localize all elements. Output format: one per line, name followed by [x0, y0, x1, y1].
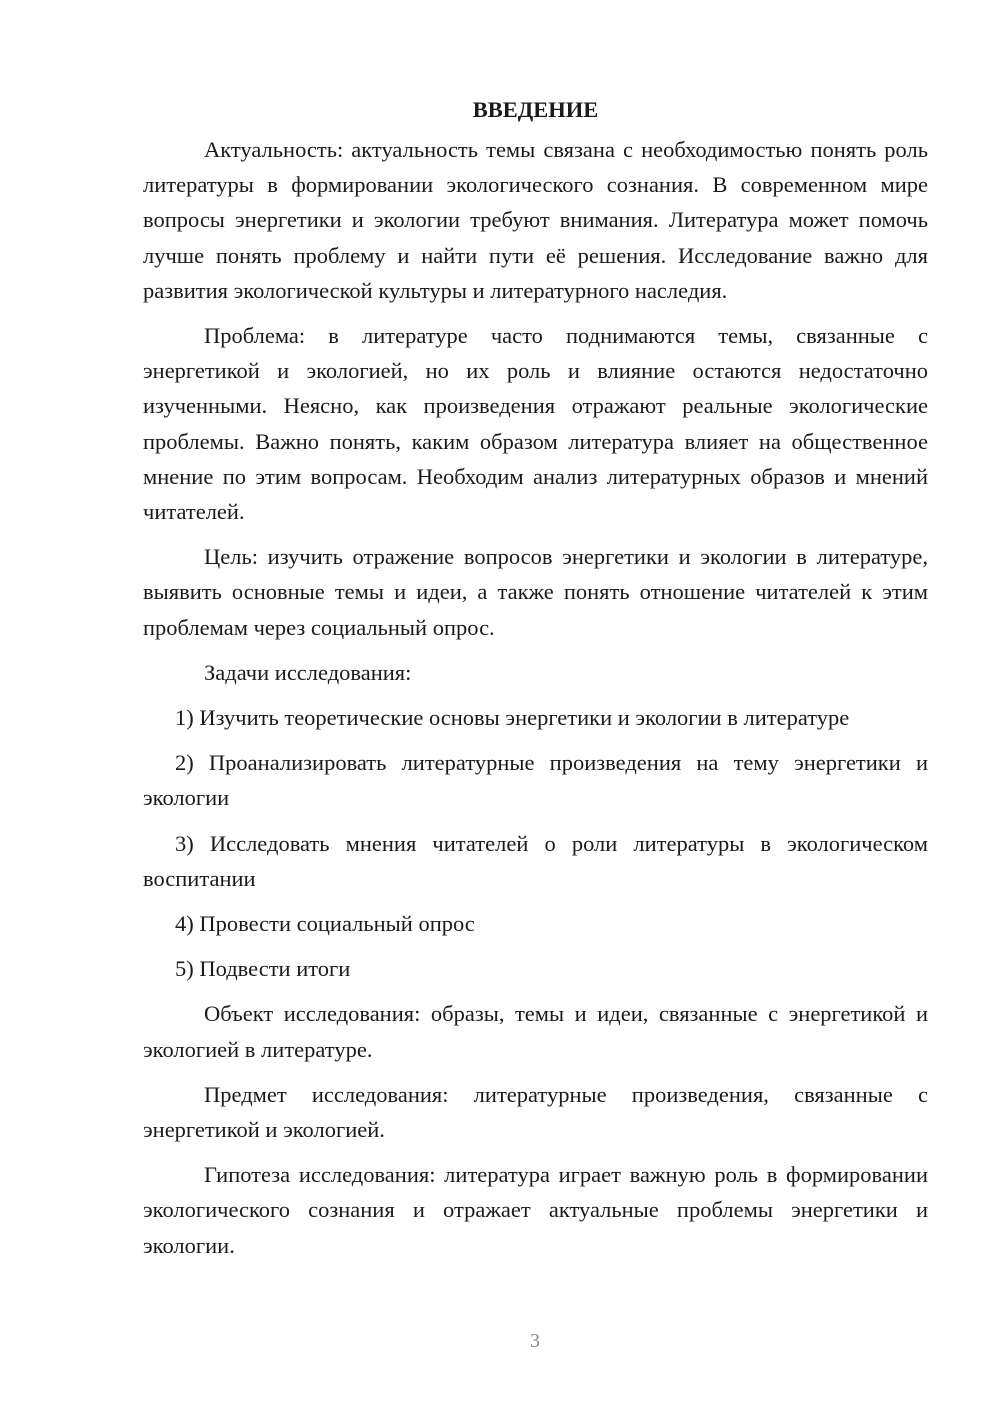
- task-item: 5) Подвести итоги: [175, 956, 351, 982]
- task-item: 4) Провести социальный опрос: [175, 911, 475, 937]
- paragraph-relevance: Актуальность: актуальность темы связана с необходимостью понять роль литературы в формировании экологического сознания. В современном мире вопросы энергетики и экологии требуют внимания. Литература может помочь лучше понять проблему и найти пути её решения. Исследование важно для развития экологической культуры и литературного наследия.: [143, 137, 928, 303]
- paragraph-goal: Цель: изучить отражение вопросов энергетики и экологии в литературе, выявить основные темы и идеи, а также понять отношение читателей к этим проблемам через социальный опрос.: [143, 544, 928, 640]
- document-page: [143, 92, 928, 1273]
- paragraph-problem: Проблема: в литературе часто поднимаются темы, связанные с энергетикой и экологией, но их роль и влияние остаются недостаточно изученными. Неясно, как произведения отражают реальные экологические проблемы. Важно понять, каким образом литература влияет на общественное мнение по этим вопросам. Необходим анализ литературных образов и мнений читателей.: [143, 323, 928, 525]
- tasks-heading: Задачи исследования:: [204, 659, 412, 685]
- paragraph-object: Объект исследования: образы, темы и идеи, связанные с энергетикой и экологией в литературе.: [143, 1001, 928, 1062]
- page-number: 3: [530, 1330, 540, 1352]
- task-item: 1) Изучить теоретические основы энергетики и экологии в литературе: [175, 705, 850, 731]
- paragraph-subject: Предмет исследования: литературные произведения, связанные с энергетикой и экологией.: [143, 1081, 928, 1143]
- paragraph-hypothesis: Гипотеза исследования: литература играет важную роль в формировании экологического сознания и отражает актуальные проблемы энергетики и экологии.: [143, 1162, 928, 1258]
- section-title: ВВЕДЕНИЕ: [472, 97, 599, 122]
- task-item: 2) Проанализировать литературные произведения на тему энергетики и экологии: [143, 750, 928, 811]
- task-item: 3) Исследовать мнения читателей о роли литературы в экологическом воспитании: [143, 830, 928, 891]
